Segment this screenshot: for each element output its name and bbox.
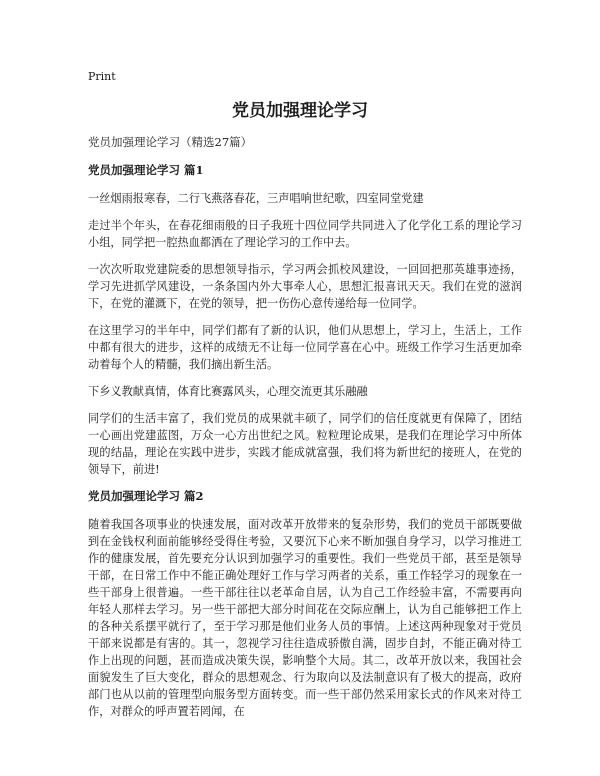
paragraph: 一次次听取党建院委的思想领导指示，学习两会抓校风建设，一回回把那英雄事迹扬，学习先进抓学风建设，一条条国内外大事牵人心，思想汇报喜讯天天。我们在党的滋润下，在党的灌溉下，在党的领导，把一伤伤心意传递给每一位同学。 <box>88 263 522 310</box>
section-heading: 党员加强理论学习 篇2 <box>88 489 204 503</box>
paragraph: 走过半个年头，在春花细雨般的日子我班十四位同学共同进入了化学化工系的理论学习小组，同学把一腔热血都洒在了理论学习的工作中去。 <box>88 219 522 249</box>
document-body <box>88 134 522 720</box>
paragraph: 下乡义教献真情，体育比赛露风头，心理交流更其乐融融 <box>88 385 368 398</box>
document-subtitle: 党员加强理论学习（精选27篇） <box>88 135 253 149</box>
paragraph: 随着我国各项事业的快速发展，面对改革开放带来的复杂形势，我们的党员干部既要做到在金钱权利面前能够经受得住考验，又要沉下心来不断加强自身学习，以学习推进工作的健康发展，首先要充分认识到加强学习的重要性。我们一些党员干部，甚至是领导干部，在日常工作中不能正确处理好工作与学习两者的关系，重工作轻学习的现象在一些干部身上很普遍。一些干部往往以老革命自居，认为自己工作经验丰富，不需要再向年轻人那样去学习。另一些干部把大部分时间花在交际应酬上，认为自己能够把工作上的各种关系摆平就行了，至于学习那是他们业务人员的事情。上述这两种现象对于党员干部来说都是有害的。其一，忽视学习往往造成骄傲自满，固步自封，不能正确对待工作上出现的问题，甚而造成决策失误，影响整个大局。其二，改革开放以来，我国社会面貌发生了巨大变化，群众的思想观念、行为取向以及法制意识有了极大的提高，政府部门也从以前的管理型向服务型方面转变。而一些干部仍然采用家长式的作风来对待工作，对群众的呼声置若罔闻，在 <box>88 518 522 718</box>
print-link[interactable]: Print <box>88 70 116 83</box>
section-2-body <box>88 516 522 720</box>
section-heading: 党员加强理论学习 篇1 <box>88 163 204 177</box>
paragraph: 在这里学习的半年中，同学们都有了新的认识，他们从思想上，学习上，生活上，工作中都有很大的进步，这样的成绩无不让每一位同学喜在心中。班级工作学习生活更加牵动着每个人的精髓，我们摘出新生活。 <box>88 324 522 371</box>
page-title: 党员加强理论学习 <box>232 101 368 121</box>
paragraph: 一丝烟雨报寒春，二行飞燕落春花，三声唱响世纪歌，四室同堂党建 <box>88 192 424 205</box>
paragraph: 同学们的生活丰富了，我们党员的成果就丰硕了，同学们的信任度就更有保障了，团结一心画出党建蓝图，万众一心方出世纪之风。粒粒理论成果，是我们在理论学习中所体现的结晶，理论在实践中进步，实践才能成就富强，我们将为新世纪的接班人，在党的领导下，前进! <box>88 412 522 476</box>
